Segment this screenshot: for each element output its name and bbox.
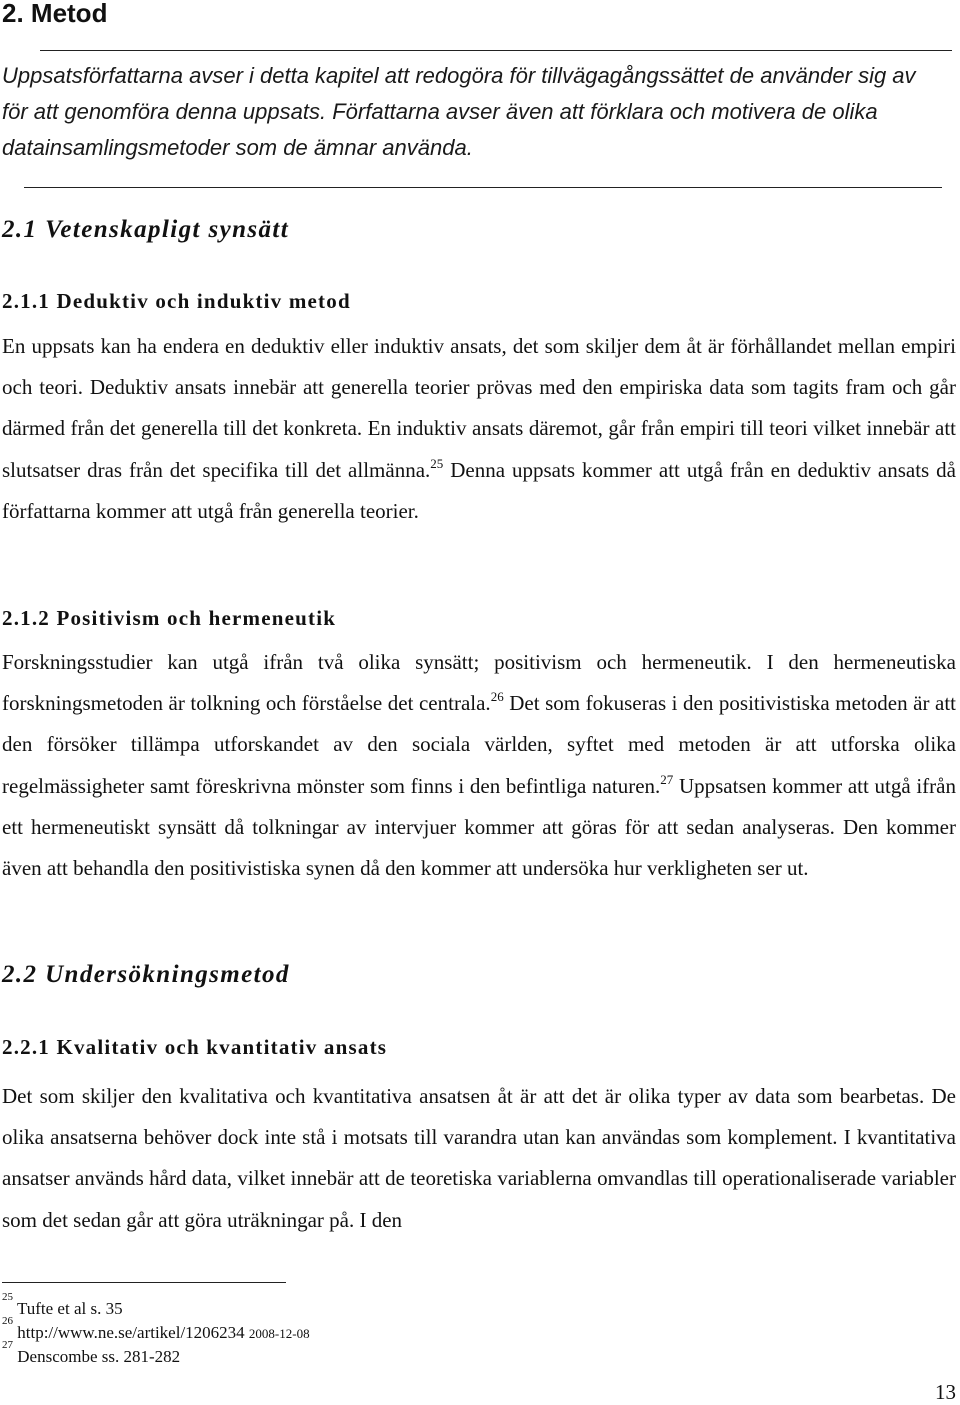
footnote-date: 2008-12-08 bbox=[248, 1326, 310, 1341]
footnote-text: Tufte et al s. 35 bbox=[16, 1299, 123, 1318]
section-heading-2-2: 2.2 Undersökningsmetod bbox=[2, 961, 290, 988]
footnote-number: 25 bbox=[2, 1291, 13, 1304]
paragraph-text: Denna uppsats kommer att utgå från en deduktiv ansats då författarna kommer att utgå från generella teorier. bbox=[2, 457, 956, 523]
footnote-link[interactable]: http://www.ne.se/artikel/1206234 bbox=[17, 1323, 245, 1342]
paragraph-2-1-1 bbox=[2, 326, 956, 532]
footnote-separator bbox=[2, 1282, 286, 1283]
footnote-ref-25[interactable]: 25 bbox=[430, 455, 444, 471]
paragraph-2-2-1: Det som skiljer den kvalitativa och kvantitativa ansatsen åt är att det är olika typer av data som bearbetas. De olika ansatserna behöver dock inte stå i motsats till varandra utan kan användas som komplement. I kvantitativa ansatser används hård data, vilket innebär att de teoretiska variablerna omvandlas till operationaliserade variabler som det sedan går att göra uträkningar på. I den bbox=[2, 1084, 956, 1232]
chapter-intro: Uppsatsförfattarna avser i detta kapitel att redogöra för tillvägagångssättet de använder sig av för att genomföra denna uppsats. Författarna avser även att förklara och motivera de olika datainsamlingsmetoder som de ämnar använda. bbox=[2, 63, 916, 160]
footnote-ref-26[interactable]: 26 bbox=[490, 689, 504, 705]
chapter-title: 2. Metod bbox=[2, 0, 108, 28]
paragraph-text: Det som fokuseras i den positivistiska metoden är att den försöker tillämpa utforskandet av den sociala världen, syftet med metoden är att utforska olika regelmässigheter samt föreskrivna mönster som finns i den befintliga naturen. bbox=[2, 691, 956, 798]
title-underline bbox=[40, 50, 952, 51]
page-number: 13 bbox=[935, 1380, 956, 1404]
paragraph-text: Forskningsstudier kan utgå ifrån två olika synsätt; positivism och hermeneutik. I den hermeneutiska forskningsmetoden är tolkning och förståelse det centrala. bbox=[2, 650, 956, 716]
footnote-number: 27 bbox=[2, 1339, 13, 1352]
paragraph-text: En uppsats kan ha endera en deduktiv eller induktiv ansats, det som skiljer dem åt är förhållandet mellan empiri och teori. Deduktiv ansats innebär att generella teorier prövas med den empiriska data som tagits fram och går därmed från det generella till det konkreta. En induktiv ansats däremot, går från empiri till teori vilket innebär att slutsatser dras från det specifika till det allmänna. bbox=[2, 334, 956, 482]
paragraph-text: Uppsatsen kommer att utgå ifrån ett hermeneutiskt synsätt då tolkningar av intervjuer kommer att göras för att sedan analyseras. Den kommer även att behandla den positivistiska synen då den kommer att undersöka hur verkligheten ser ut. bbox=[2, 773, 956, 881]
footnote-25 bbox=[2, 1291, 123, 1321]
footnote-27 bbox=[2, 1339, 181, 1369]
section-heading-2-1: 2.1 Vetenskapligt synsätt bbox=[2, 216, 290, 243]
subsection-heading-2-1-1: 2.1.1 Deduktiv och induktiv metod bbox=[2, 289, 351, 313]
intro-underline bbox=[24, 187, 942, 188]
footnote-text: Denscombe ss. 281-282 bbox=[17, 1347, 181, 1366]
footnote-number: 26 bbox=[2, 1315, 13, 1328]
footnote-26 bbox=[2, 1315, 310, 1346]
paragraph-2-1-2 bbox=[2, 642, 956, 889]
subsection-heading-2-2-1: 2.2.1 Kvalitativ och kvantitativ ansats bbox=[2, 1035, 388, 1059]
subsection-heading-2-1-2: 2.1.2 Positivism och hermeneutik bbox=[2, 606, 337, 630]
footnote-ref-27[interactable]: 27 bbox=[660, 771, 674, 787]
